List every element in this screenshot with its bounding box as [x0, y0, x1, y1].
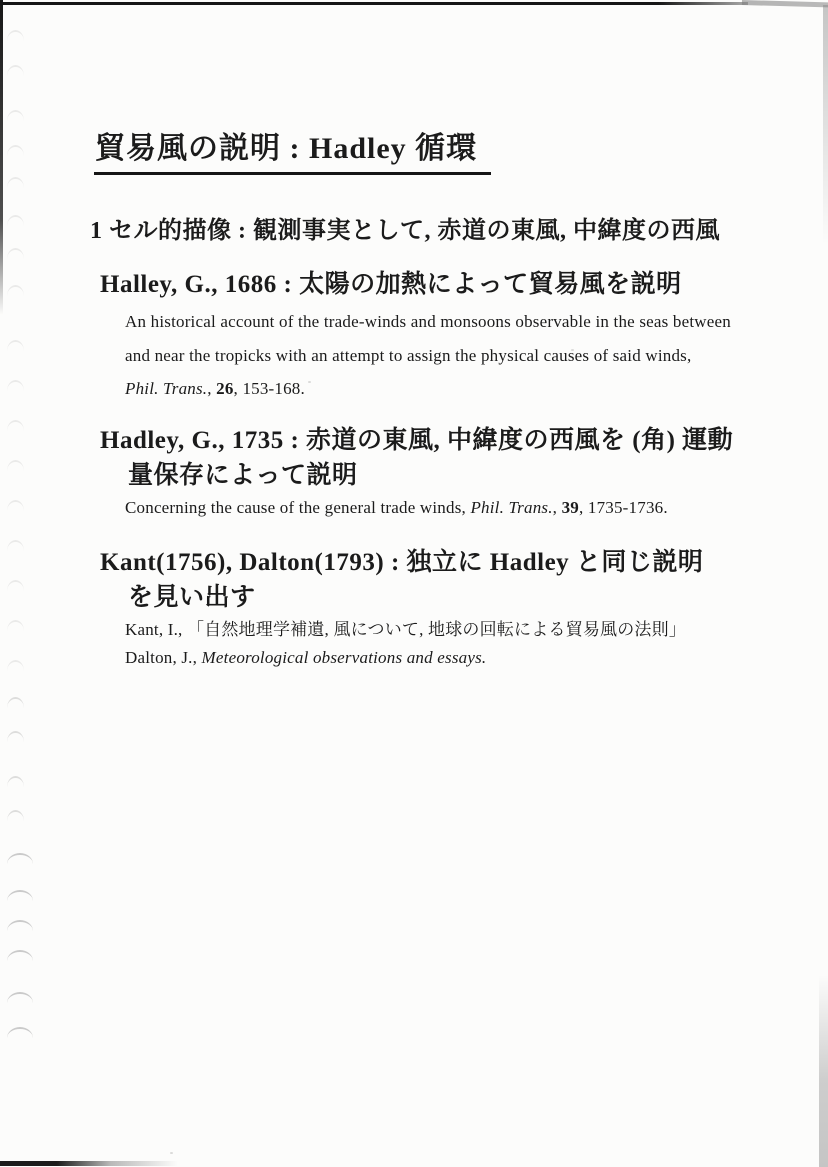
- hadley-citation: Concerning the cause of the general trade winds, Phil. Trans., 39, 1735-1736.: [125, 498, 668, 517]
- binding-hole-mark: [7, 950, 33, 961]
- binding-hole-mark: [7, 30, 24, 41]
- bottom-edge-scan-line: [0, 1161, 178, 1166]
- binding-hole-mark: [7, 540, 24, 551]
- volume-number: 39: [561, 498, 579, 517]
- binding-hole-mark: [7, 890, 33, 901]
- binding-hole-mark: [7, 65, 24, 76]
- right-edge-scan-shadow-top: [823, 5, 828, 245]
- page-range: , 153-168.: [233, 379, 305, 398]
- halley-citation-line1: An historical account of the trade-winds and monsoons observable in the seas between: [125, 312, 731, 331]
- binding-hole-mark: [7, 285, 24, 296]
- binding-hole-mark: [7, 776, 24, 787]
- binding-hole-mark: [7, 420, 24, 431]
- hadley-heading-line2: 量保存によって説明: [128, 462, 358, 489]
- right-edge-scan-shadow: [819, 975, 828, 1167]
- binding-hole-mark: [7, 177, 24, 188]
- binding-hole-mark: [7, 248, 24, 259]
- binding-hole-mark: [7, 920, 33, 931]
- binding-hole-mark: [7, 340, 24, 351]
- left-edge-scan-line: [0, 0, 3, 315]
- kant-dalton-heading-line2: を見い出す: [128, 584, 256, 611]
- binding-hole-mark: [7, 580, 24, 591]
- binding-hole-mark: [7, 620, 24, 631]
- binding-hole-mark: [7, 992, 33, 1003]
- halley-citation-line3: Phil. Trans., 26, 153-168.: [125, 379, 305, 398]
- halley-heading: Halley, G., 1686 : 太陽の加熱によって貿易風を説明: [100, 271, 682, 298]
- section-subtitle: 1 セル的描像 : 観測事実として, 赤道の東風, 中緯度の西風: [90, 218, 720, 244]
- kant-reference: Kant, I., 「自然地理学補遺, 風について, 地球の回転による貿易風の法則」: [125, 620, 687, 639]
- book-title: Meteorological observations and essays.: [201, 648, 487, 667]
- kant-dalton-heading-line1: Kant(1756), Dalton(1793) : 独立に Hadley と同じ説明: [100, 549, 704, 576]
- document-title: 貿易風の説明 : Hadley 循環: [94, 131, 491, 175]
- volume-number: 26: [216, 379, 234, 398]
- binding-hole-mark: [7, 853, 33, 864]
- scan-speck: [308, 381, 311, 383]
- binding-hole-mark: [7, 380, 24, 391]
- page-range: , 1735-1736.: [578, 498, 668, 517]
- binding-hole-mark: [7, 215, 24, 226]
- scan-speck: [170, 1152, 173, 1154]
- binding-hole-mark: [7, 1027, 33, 1038]
- journal-name: Phil. Trans.: [470, 498, 553, 517]
- binding-hole-mark: [7, 145, 24, 156]
- top-right-corner-smudge: [742, 0, 828, 7]
- top-edge-scan-line: [0, 2, 748, 5]
- hadley-heading-line1: Hadley, G., 1735 : 赤道の東風, 中緯度の西風を (角) 運動: [100, 427, 734, 454]
- binding-hole-mark: [7, 500, 24, 511]
- binding-hole-mark: [7, 731, 24, 742]
- dalton-reference: Dalton, J., Meteorological observations and essays.: [125, 648, 487, 667]
- binding-hole-mark: [7, 810, 24, 821]
- binding-hole-mark: [7, 460, 24, 471]
- binding-hole-mark: [7, 697, 24, 708]
- journal-name: Phil. Trans.: [125, 379, 208, 398]
- binding-hole-mark: [7, 110, 24, 121]
- halley-citation-line2: and near the tropicks with an attempt to assign the physical causes of said winds,: [125, 346, 692, 365]
- binding-hole-mark: [7, 660, 24, 671]
